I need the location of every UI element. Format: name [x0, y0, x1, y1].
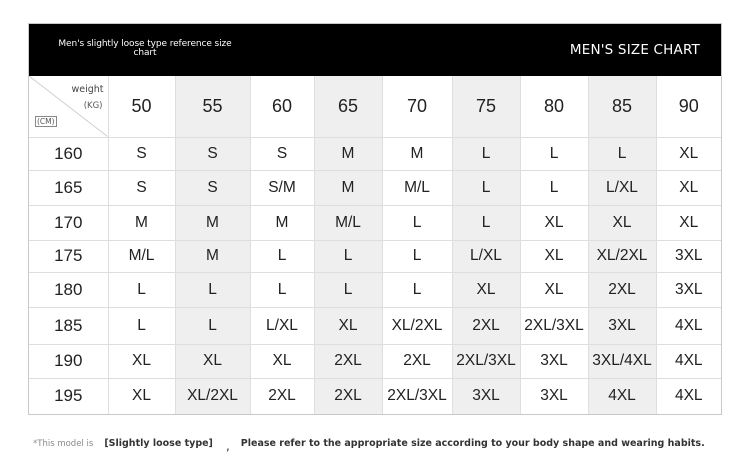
size-cell: XL	[108, 344, 175, 378]
weight-header-cell: 50	[108, 76, 175, 137]
size-cell: XL	[520, 240, 588, 272]
size-cell: L	[314, 240, 382, 272]
size-cell: M	[314, 170, 382, 205]
weight-header-cell: 70	[382, 76, 452, 137]
size-cell: 2XL	[452, 307, 520, 344]
size-cell: XL	[452, 272, 520, 307]
height-cell: 165	[29, 170, 108, 205]
weight-label: weight	[71, 84, 104, 95]
chart-header	[29, 24, 721, 76]
size-cell: L	[452, 170, 520, 205]
size-cell: XL	[656, 137, 721, 170]
size-cell: XL	[588, 205, 656, 240]
size-cell: XL	[314, 307, 382, 344]
size-cell: M	[175, 240, 250, 272]
size-cell: S	[108, 137, 175, 170]
size-row	[29, 170, 721, 205]
weight-header-cell: 75	[452, 76, 520, 137]
size-cell: L	[250, 272, 314, 307]
size-cell: 3XL	[656, 272, 721, 307]
size-cell: XL/2XL	[382, 307, 452, 344]
size-row	[29, 137, 721, 170]
size-cell: 2XL	[314, 378, 382, 414]
size-cell: 2XL/3XL	[520, 307, 588, 344]
footer-model-type: [Slightly loose type]	[104, 438, 213, 449]
size-cell: L	[250, 240, 314, 272]
size-cell: L	[382, 272, 452, 307]
size-cell: M/L	[314, 205, 382, 240]
size-table	[29, 76, 721, 414]
size-cell: L	[382, 205, 452, 240]
height-cell: 180	[29, 272, 108, 307]
size-cell: S	[250, 137, 314, 170]
size-cell: 2XL	[588, 272, 656, 307]
size-cell: S	[175, 170, 250, 205]
size-cell: L	[108, 272, 175, 307]
size-cell: 3XL	[656, 240, 721, 272]
size-cell: L	[452, 137, 520, 170]
size-cell: XL	[250, 344, 314, 378]
size-cell: S	[175, 137, 250, 170]
size-cell: L/XL	[588, 170, 656, 205]
height-cell: 190	[29, 344, 108, 378]
size-cell: L	[520, 137, 588, 170]
size-cell: 2XL/3XL	[452, 344, 520, 378]
chart-title: MEN'S SIZE CHART	[569, 42, 700, 58]
size-cell: M/L	[382, 170, 452, 205]
size-cell: L	[452, 205, 520, 240]
size-cell: XL/2XL	[175, 378, 250, 414]
footer-prefix: *This model is	[33, 439, 94, 449]
weight-header-cell: 80	[520, 76, 588, 137]
weight-unit: (KG)	[83, 101, 103, 111]
height-cell: 170	[29, 205, 108, 240]
size-cell: L	[520, 170, 588, 205]
size-cell: L	[108, 307, 175, 344]
size-cell: XL	[656, 205, 721, 240]
size-cell: L	[588, 137, 656, 170]
height-unit: (CM)	[37, 117, 55, 126]
size-cell: 4XL	[588, 378, 656, 414]
size-cell: 4XL	[656, 344, 721, 378]
size-cell: XL	[108, 378, 175, 414]
weight-header-cell: 85	[588, 76, 656, 137]
corner-cell	[29, 76, 108, 137]
size-cell: 4XL	[656, 378, 721, 414]
weight-header-cell: 90	[656, 76, 721, 137]
size-cell: L	[175, 307, 250, 344]
height-cell: 175	[29, 240, 108, 272]
size-cell: XL/2XL	[588, 240, 656, 272]
size-cell: 4XL	[656, 307, 721, 344]
size-row	[29, 272, 721, 307]
size-cell: XL	[656, 170, 721, 205]
size-cell: L/XL	[250, 307, 314, 344]
size-cell: 2XL	[382, 344, 452, 378]
size-row	[29, 344, 721, 378]
size-cell: 2XL	[250, 378, 314, 414]
size-cell: M	[382, 137, 452, 170]
height-cell: 185	[29, 307, 108, 344]
chart-subtitle: Men's slightly loose type reference size chart	[58, 39, 232, 58]
weight-header-cell: 55	[175, 76, 250, 137]
weight-header-row	[29, 76, 721, 137]
size-cell: 3XL/4XL	[588, 344, 656, 378]
size-cell: 2XL/3XL	[382, 378, 452, 414]
size-cell: 3XL	[520, 344, 588, 378]
size-cell: XL	[520, 205, 588, 240]
weight-header-cell: 60	[250, 76, 314, 137]
size-cell: 2XL	[314, 344, 382, 378]
size-cell: XL	[520, 272, 588, 307]
size-cell: XL	[175, 344, 250, 378]
size-chart	[28, 23, 722, 415]
size-row	[29, 307, 721, 344]
size-row	[29, 205, 721, 240]
size-cell: L	[175, 272, 250, 307]
footer-note	[33, 435, 705, 453]
size-row	[29, 378, 721, 414]
height-cell: 195	[29, 378, 108, 414]
size-cell: M	[314, 137, 382, 170]
size-cell: L	[314, 272, 382, 307]
size-cell: L/XL	[452, 240, 520, 272]
footer-advice: Please refer to the appropriate size according to your body shape and wearing habits.	[240, 438, 705, 449]
height-cell: 160	[29, 137, 108, 170]
size-cell: S/M	[250, 170, 314, 205]
size-cell: M	[250, 205, 314, 240]
weight-header-cell: 65	[314, 76, 382, 137]
size-row	[29, 240, 721, 272]
size-cell: M	[175, 205, 250, 240]
size-cell: L	[382, 240, 452, 272]
size-cell: M	[108, 205, 175, 240]
size-cell: 3XL	[520, 378, 588, 414]
size-cell: 3XL	[452, 378, 520, 414]
size-cell: M/L	[108, 240, 175, 272]
size-cell: S	[108, 170, 175, 205]
size-cell: 3XL	[588, 307, 656, 344]
footer-comma: ,	[225, 439, 230, 453]
